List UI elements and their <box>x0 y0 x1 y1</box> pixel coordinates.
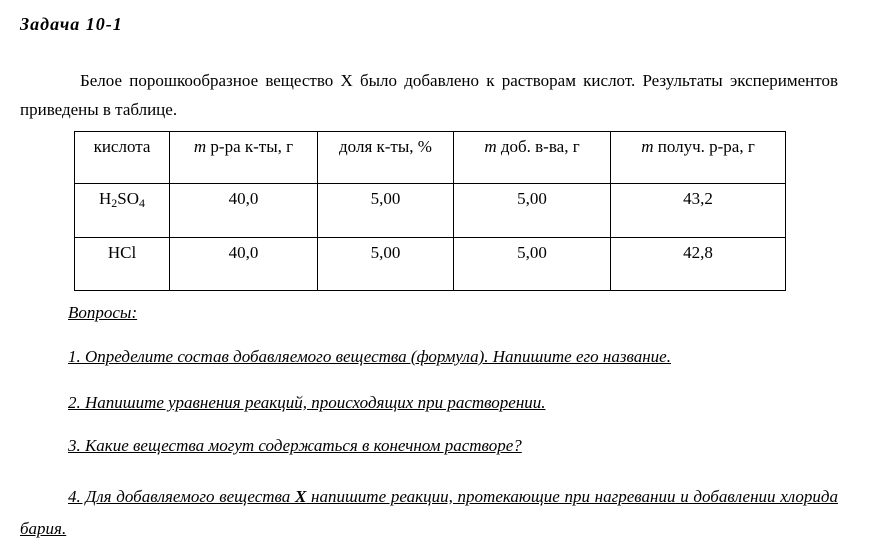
header-mass-added: m доб. в-ва, г <box>454 132 611 184</box>
intro-text: Белое порошкообразное вещество X было добавлено к растворам кислот. Результаты экспериментов приведены в таблице. <box>20 71 838 119</box>
header-mass-result: m получ. р-ра, г <box>611 132 786 184</box>
cell-mass-added: 5,00 <box>454 238 611 291</box>
question-2: 2. Напишите уравнения реакций, происходящих при растворении. <box>68 393 546 412</box>
intro-paragraph <box>20 66 838 124</box>
cell-mass-acid-solution: 40,0 <box>170 184 318 238</box>
results-table <box>74 131 786 291</box>
table-header-row <box>75 132 786 184</box>
question-3: 3. Какие вещества могут содержаться в конечном растворе? <box>68 436 522 455</box>
cell-acid: HCl <box>75 238 170 291</box>
task-title: Задача 10-1 <box>20 14 123 34</box>
cell-mass-result: 42,8 <box>611 238 786 291</box>
cell-acid-fraction: 5,00 <box>318 184 454 238</box>
table-row <box>75 238 786 291</box>
questions-heading: Вопросы: <box>68 303 138 322</box>
question-4: 4. Для добавляемого вещества X напишите реакции, протекающие при нагревании и добавлении хлорида бария. <box>20 487 838 538</box>
cell-mass-result: 43,2 <box>611 184 786 238</box>
table-row <box>75 184 786 238</box>
cell-acid-fraction: 5,00 <box>318 238 454 291</box>
cell-acid: $H_2SO_4$ <box>75 184 170 238</box>
cell-mass-added: 5,00 <box>454 184 611 238</box>
header-acid-fraction: доля к-ты, % <box>318 132 454 184</box>
question-1: 1. Определите состав добавляемого вещества (формула). Напишите его название. <box>68 347 671 366</box>
header-mass-acid-solution: m р-ра к-ты, г <box>170 132 318 184</box>
cell-mass-acid-solution: 40,0 <box>170 238 318 291</box>
header-acid: кислота <box>75 132 170 184</box>
